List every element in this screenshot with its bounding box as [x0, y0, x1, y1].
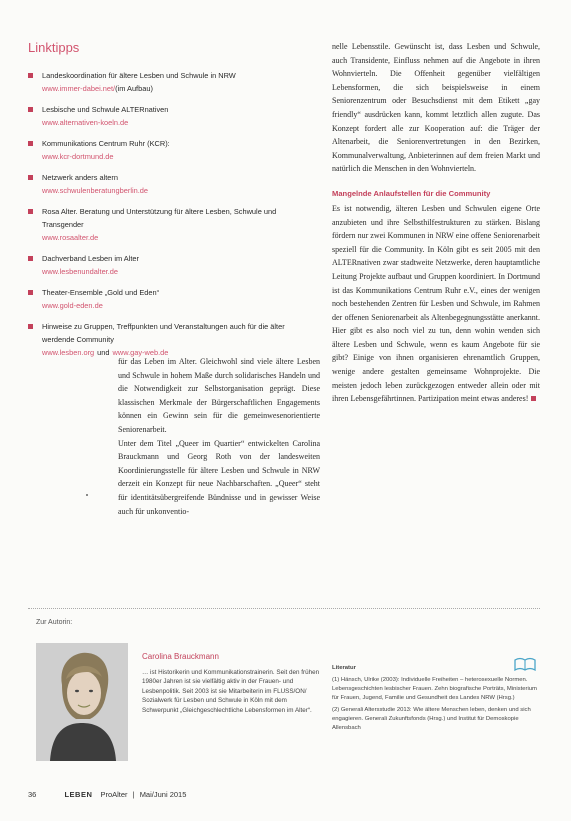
linktipp-item — [28, 69, 318, 95]
author-photo — [36, 643, 128, 761]
linktipp-item — [28, 205, 318, 244]
linktipp-item — [28, 171, 318, 197]
magazine-section: ProAlter — [100, 790, 128, 799]
page-number: 36 — [28, 790, 37, 799]
linktipp-text: Lesbische und Schwule ALTERnativen — [42, 105, 169, 114]
linktipp-url-line — [42, 150, 318, 163]
literature-title: Literatur — [332, 665, 356, 671]
linktipp-text: Netzwerk anders altern — [42, 173, 118, 182]
bullet-square-icon — [28, 73, 33, 78]
end-mark-icon — [531, 396, 536, 401]
bullet-square-icon — [28, 175, 33, 180]
linktipp-url[interactable]: www.rosaalter.de — [42, 233, 99, 242]
magazine-brand: LEBEN — [64, 790, 93, 799]
linktipp-connector: und — [97, 348, 110, 357]
body-paragraph: Unter dem Titel „Queer im Quartier“ entwickelten Carolina Brauckmann und Georg Roth von der landesweiten Koordinierungsstelle für ältere Lesben und Schwule in NRW derzeit ein Konzept für neue Nachbarschaften. „Queer“ steht für identitätsübergreifende Bündnisse und in gewisser Weise auch für unkonventio- — [118, 438, 320, 516]
linktipps-box — [28, 40, 318, 367]
body-column-left — [118, 355, 320, 518]
bullet-square-icon — [28, 141, 33, 146]
bullet-square-icon — [28, 324, 33, 329]
body-paragraph: nelle Lebensstile. Gewünscht ist, dass Lesben und Schwule, auch Transidente, Einfluss nehmen auf die Angebote in ihren Wohnvierteln. Die Offenheit gegenüber vielfältigen Lebensformen, die sich beispielsweise in einem Seniorenzentrum oder Besuchsdienst mit dem Etikett „gay friendly“ ausdrücken kann, kommt letztlich allen zugute. Das Konzept fordert alle zur Kooperation auf: die Träger der Altenarbeit, die Seniorenvertretungen in den Bezirken, Kommunalverwaltung, Anbieterinnen auf dem freien Markt und natürlich die Menschen in den Wohnvierteln. — [332, 42, 540, 174]
page-footer: 36 LEBEN ProAlter | Mai/Juni 2015 — [28, 790, 187, 799]
bullet-square-icon — [28, 107, 33, 112]
section-subheading: Mangelnde Anlaufstellen für die Community — [332, 188, 491, 198]
bullet-square-icon — [28, 256, 33, 261]
linktipp-url[interactable]: www.immer-dabei.net/ — [42, 84, 116, 93]
linktipp-url[interactable]: www.alternativen-koeln.de — [42, 118, 129, 127]
linktipp-text: Rosa Alter. Beratung und Unterstützung für ältere Lesben, Schwule und Transgender — [42, 207, 277, 229]
magazine-issue: Mai/Juni 2015 — [139, 790, 187, 799]
linktipp-text: Landeskoordination für ältere Lesben und Schwule in NRW — [42, 71, 236, 80]
linktipp-text: Kommunikations Centrum Ruhr (KCR): — [42, 139, 170, 148]
linktipps-title: Linktipps — [28, 40, 80, 55]
body-paragraph: für das Leben im Alter. Gleichwohl sind viele ältere Lesben und Schwule in hohem Maße durch solidarisches Handeln und die Notwendigkeit zur Selbstorganisation geprägt. Diese klassischen Merkmale der Bürgerschaftlichen Engagements können ein Gewinn sein für die gemeinwesenorientierte Seniorenarbeit. — [118, 357, 320, 434]
linktipp-item — [28, 137, 318, 163]
author-name: Carolina Brauckmann — [142, 652, 219, 661]
margin-dot — [86, 494, 88, 496]
author-bio: … ist Historikerin und Kommunikationstrainerin. Seit den frühen 1980er Jahren ist sie vielfältig aktiv in der Frauen- und Lesbenpolitik. Seit 2003 ist sie Mitarbeiterin im FLUSS/ON/ Sozialwerk für Lesben und Schwule in Köln mit dem Schwerpunkt „Gleichgeschlechtliche Lebensformen im Alter“. — [142, 669, 320, 714]
linktipp-url-line — [42, 231, 318, 244]
linktipp-text: Hinweise zu Gruppen, Treffpunkten und Veranstaltungen auch für die älter werdende Community — [42, 322, 285, 344]
linktipp-url[interactable]: www.lesbenundalter.de — [42, 267, 119, 276]
linktipp-url-line — [42, 299, 318, 312]
bullet-square-icon — [28, 209, 33, 214]
literature-box — [332, 664, 540, 736]
literature-entry: (2) Generali Altersstudie 2013: Wie ältere Menschen leben, denken und sich engagieren. Generali Zukunftsfonds (Hrsg.) und Institut für Demoskopie Allensbach — [332, 707, 531, 731]
linktipp-text: Theater-Ensemble „Gold und Eden“ — [42, 288, 160, 297]
linktipp-item — [28, 286, 318, 312]
linktipp-item — [28, 103, 318, 129]
linktipp-url[interactable]: www.schwulenberatungberlin.de — [42, 186, 148, 195]
linktipp-item — [28, 320, 318, 359]
linktipp-suffix: (im Aufbau) — [115, 84, 153, 93]
linktipp-url-line — [42, 82, 318, 95]
linktipp-url-line — [42, 116, 318, 129]
bullet-square-icon — [28, 290, 33, 295]
author-section-label: Zur Autorin: — [36, 619, 73, 626]
linktipps-list — [28, 69, 318, 359]
literature-entry: (1) Hänsch, Ulrike (2003): Individuelle Freiheiten – heterosexuelle Normen. Lebensgeschichten lesbischer Frauen. Zehn biografische Porträts, Ministerium für Frauen, Jugend, Familie und Gesundheit des Landes NRW (Hrsg.) — [332, 677, 537, 701]
linktipp-url-line — [42, 265, 318, 278]
linktipp-url[interactable]: www.gay-web.de — [112, 348, 169, 357]
body-paragraph-text: Es ist notwendig, älteren Lesben und Schwulen eigene Orte anzubieten und ihre Selbsthilfestrukturen zu stärken. Bislang fördern nur zwei Kommunen in NRW eine offene Seniorenarbeit speziell für die Community. In Köln gibt es seit 2005 mit den ALTERnativen zwar stadtweite Netzwerke, deren hauptamtliche Leitung Projekte aufbaut und Gruppen koordiniert. In Dortmund ist das Kommunikations Centrum Ruhr e.V., eines der wenigen noch bestehenden Zentren für Lesben und Schwule, im Rahmen der offenen Seniorenarbeit als Altenbegegnungsstätte anerkannt. Hier gibt es also noch viel zu tun, denn wohin wenden sich ältere Lesben und Schwule, wenn es kaum Angebote für sie gibt? Einige von ihnen organisieren ehrenamtlich Gruppen, wenige andere gestalten gemeinsame Wohnprojekte. Die meisten jedoch leben zurückgezogen entweder allein oder mit ihren Lebensgefährtinnen. Partizipation meint etwas anderes! — [332, 203, 540, 404]
linktipp-text: Dachverband Lesben im Alter — [42, 254, 139, 263]
linktipp-url-line — [42, 184, 318, 197]
body-paragraph-last — [332, 202, 540, 406]
linktipp-url[interactable]: www.lesben.org — [42, 348, 95, 357]
author-portrait-icon — [36, 643, 128, 761]
linktipp-item — [28, 252, 318, 278]
body-column-right — [332, 40, 540, 406]
linktipp-url[interactable]: www.gold-eden.de — [42, 301, 103, 310]
linktipp-url[interactable]: www.kcr-dortmund.de — [42, 152, 114, 161]
section-divider — [28, 608, 540, 609]
